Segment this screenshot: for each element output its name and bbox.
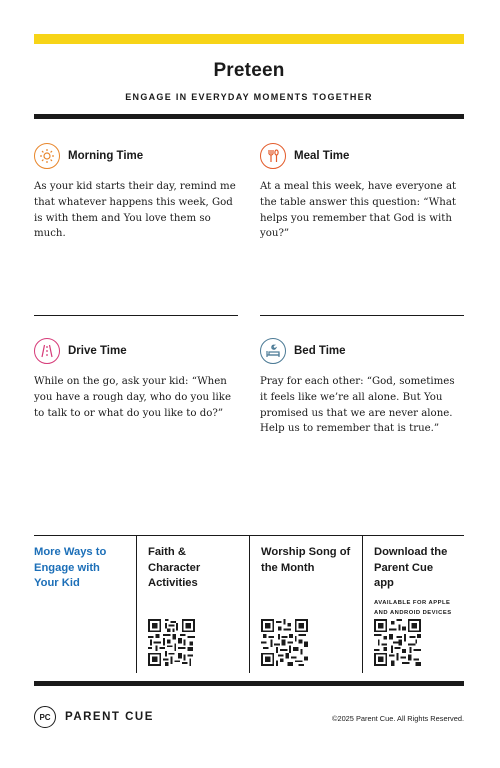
header-divider [34, 114, 464, 119]
resource-title: Faith & Character Activities [148, 546, 201, 589]
resources-section [34, 535, 464, 673]
logo-mark: PC [34, 706, 56, 728]
bed-moon-icon [260, 338, 286, 364]
card-bed-time [260, 337, 465, 437]
card-morning-time [34, 142, 239, 242]
page-subtitle: ENGAGE IN EVERYDAY MOMENTS TOGETHER [125, 92, 373, 102]
card-meal-time [260, 142, 465, 242]
card-body: Pray for each other: “God, sometimes it feels like we’re all alone. But You promised us that we are never alone. Help us to remember that is true.” [260, 376, 455, 435]
resource-faith-activities[interactable] [136, 535, 249, 673]
card-drive-time [34, 337, 239, 421]
top-accent-bar [34, 34, 464, 44]
page-title: Preteen [213, 60, 285, 81]
card-body: At a meal this week, have everyone at the table answer this question: “What helps you remember that God is with you?” [260, 181, 457, 240]
footer-divider [34, 681, 464, 686]
resources-heading: More Ways to Engage with Your Kid [34, 546, 107, 589]
section-divider [260, 315, 464, 316]
section-divider [34, 315, 238, 316]
card-title: Bed Time [294, 345, 346, 357]
parent-cue-logo[interactable] [34, 706, 154, 728]
sun-icon [34, 143, 60, 169]
resource-title: Worship Song of the Month [261, 546, 351, 574]
road-icon [34, 338, 60, 364]
card-title: Meal Time [294, 150, 350, 162]
copyright-text: ©2025 Parent Cue. All Rights Reserved. [332, 714, 464, 723]
qr-code-icon[interactable] [261, 619, 308, 666]
card-body: While on the go, ask your kid: “When you have a rough day, who do you like to talk to or what do you like to do?” [34, 376, 231, 419]
brand-name: PARENT CUE [65, 711, 154, 723]
fork-spoon-icon [260, 143, 286, 169]
resource-worship-song[interactable] [249, 535, 362, 673]
card-title: Morning Time [68, 150, 144, 162]
qr-code-icon[interactable] [148, 619, 195, 666]
resource-parent-cue-app[interactable] [362, 535, 464, 673]
card-title: Drive Time [68, 345, 127, 357]
card-body: As your kid starts their day, remind me that whatever happens this week, God is with them and You love them so much. [34, 181, 236, 240]
qr-code-icon[interactable] [374, 619, 421, 666]
resource-note: AVAILABLE FOR APPLE AND ANDROID DEVICES [374, 599, 452, 616]
resource-title: Download the Parent Cue app [374, 546, 448, 589]
